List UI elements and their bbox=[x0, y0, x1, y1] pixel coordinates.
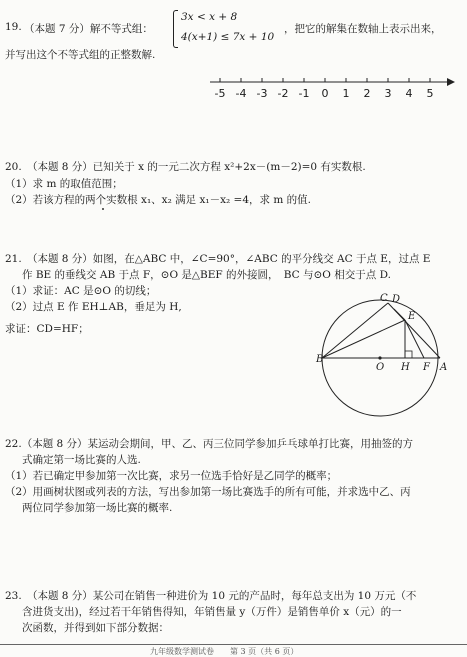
q19-system-brace bbox=[173, 10, 178, 48]
q19-inequality-1: 3x < x + 8 bbox=[181, 11, 238, 23]
geometry-figure bbox=[318, 292, 450, 424]
footer-rule bbox=[0, 644, 467, 645]
number-line-label: -3 bbox=[256, 87, 268, 100]
label-f: F bbox=[423, 362, 430, 373]
label-d: D bbox=[392, 294, 401, 305]
label-h: H bbox=[401, 362, 410, 373]
q21-item-2: （2）过点 E 作 EH⊥AB，垂足为 H, bbox=[5, 301, 182, 313]
q23-stem-3: 次函数，并得到如下部分数据： bbox=[22, 622, 169, 634]
q23-stem-2: 含进货支出)，经过若干年销售得知，年销售量 y（万件）是销售单价 x（元）的一 bbox=[22, 606, 402, 618]
q21-prove: 求证：CD=HF； bbox=[5, 323, 89, 335]
number-line bbox=[210, 74, 460, 104]
number-line-label: 3 bbox=[384, 87, 392, 100]
q23-stem-1: 23. （本题 8 分）某公司在销售一种进价为 10 元的产品时，每年总支出为 10 万元（不 bbox=[5, 590, 417, 602]
number-line-label: 2 bbox=[363, 87, 371, 100]
number-line-label: 1 bbox=[342, 87, 350, 100]
q19-number: 19. bbox=[5, 21, 22, 33]
page-footer: 九年级数学测试卷 第 3 页（共 6 页） bbox=[150, 647, 299, 656]
segment-be bbox=[322, 320, 405, 358]
label-e: E bbox=[408, 311, 416, 322]
q19-line2: 并写出这个不等式组的正整数解. bbox=[5, 49, 156, 61]
q21-stem-1: 21. （本题 8 分）如图，在△ABC 中，∠C=90°，∠ABC 的平分线交 AC 于点 E，过点 E bbox=[5, 253, 431, 265]
right-angle-mark bbox=[405, 351, 412, 358]
q22-item-2a: （2）用画树状图或列表的方法，写出参加第一场比赛选手的所有可能，并求选中乙、丙 bbox=[5, 486, 411, 498]
label-a: A bbox=[440, 362, 448, 373]
q20-item-2: （2）若该方程的两个实数根 x₁、x₂ 满足 x₁－x₂ =4，求 m 的值. bbox=[5, 194, 312, 206]
q22-item-1: （1）若已确定甲参加第一次比赛，求另一位选手恰好是乙同学的概率； bbox=[5, 470, 338, 482]
q21-item-1: （1）求证：AC 是⊙O 的切线； bbox=[5, 285, 157, 297]
q19-inequality-2: 4(x+1) ≤ 7x + 10 bbox=[181, 31, 275, 43]
segment-bc bbox=[322, 303, 388, 358]
number-line-label: -1 bbox=[298, 87, 310, 100]
number-line-label: 5 bbox=[426, 87, 434, 100]
number-line-label: -5 bbox=[214, 87, 226, 100]
center-dot bbox=[378, 356, 381, 359]
label-o: O bbox=[376, 362, 385, 373]
segment-ed bbox=[394, 309, 405, 320]
number-line-label: -4 bbox=[235, 87, 247, 100]
stray-dot bbox=[102, 208, 104, 210]
number-line-label: -2 bbox=[277, 87, 289, 100]
q20-stem: 20. （本题 8 分）已知关于 x 的一元二次方程 x²+2x－(m－2)=0 有实数根. bbox=[5, 161, 366, 173]
q19-prompt: （本题 7 分）解不等式组： bbox=[24, 23, 153, 35]
q20-item-1: （1）求 m 的取值范围； bbox=[5, 178, 123, 190]
label-b: B bbox=[316, 354, 324, 365]
number-line-label: 0 bbox=[321, 87, 329, 100]
q19-prompt-tail: ，把它的解集在数轴上表示出来， bbox=[284, 23, 442, 35]
segment-ef bbox=[405, 320, 424, 358]
q22-stem-2: 式确定第一场比赛的人选. bbox=[22, 454, 141, 466]
label-c: C bbox=[380, 293, 388, 304]
q22-item-2b: 两位同学参加第一场比赛的概率. bbox=[22, 502, 173, 514]
q22-stem-1: 22.（本题 8 分）某运动会期间，甲、乙、丙三位同学参加乒乓球单打比赛，用抽签的方 bbox=[5, 438, 414, 450]
q21-stem-2: 作 BE 的垂线交 AB 于点 F，⊙O 是△BEF 的外接圆， BC 与⊙O 相交于点 D. bbox=[22, 269, 391, 281]
number-line-label: 4 bbox=[405, 87, 413, 100]
